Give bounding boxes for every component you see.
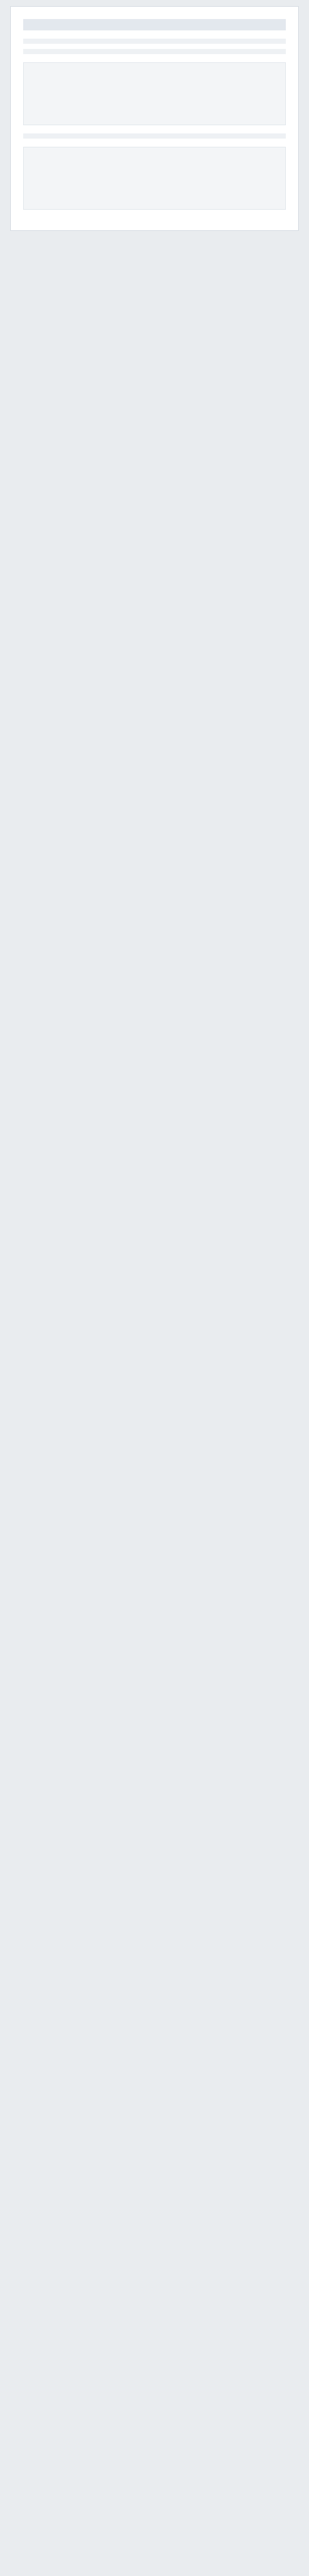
page-heading bbox=[23, 19, 286, 30]
content-line bbox=[23, 133, 286, 139]
document-page bbox=[10, 6, 299, 231]
content-line bbox=[23, 49, 286, 54]
content-block bbox=[23, 147, 286, 210]
content-block bbox=[23, 62, 286, 125]
content-line bbox=[23, 39, 286, 44]
